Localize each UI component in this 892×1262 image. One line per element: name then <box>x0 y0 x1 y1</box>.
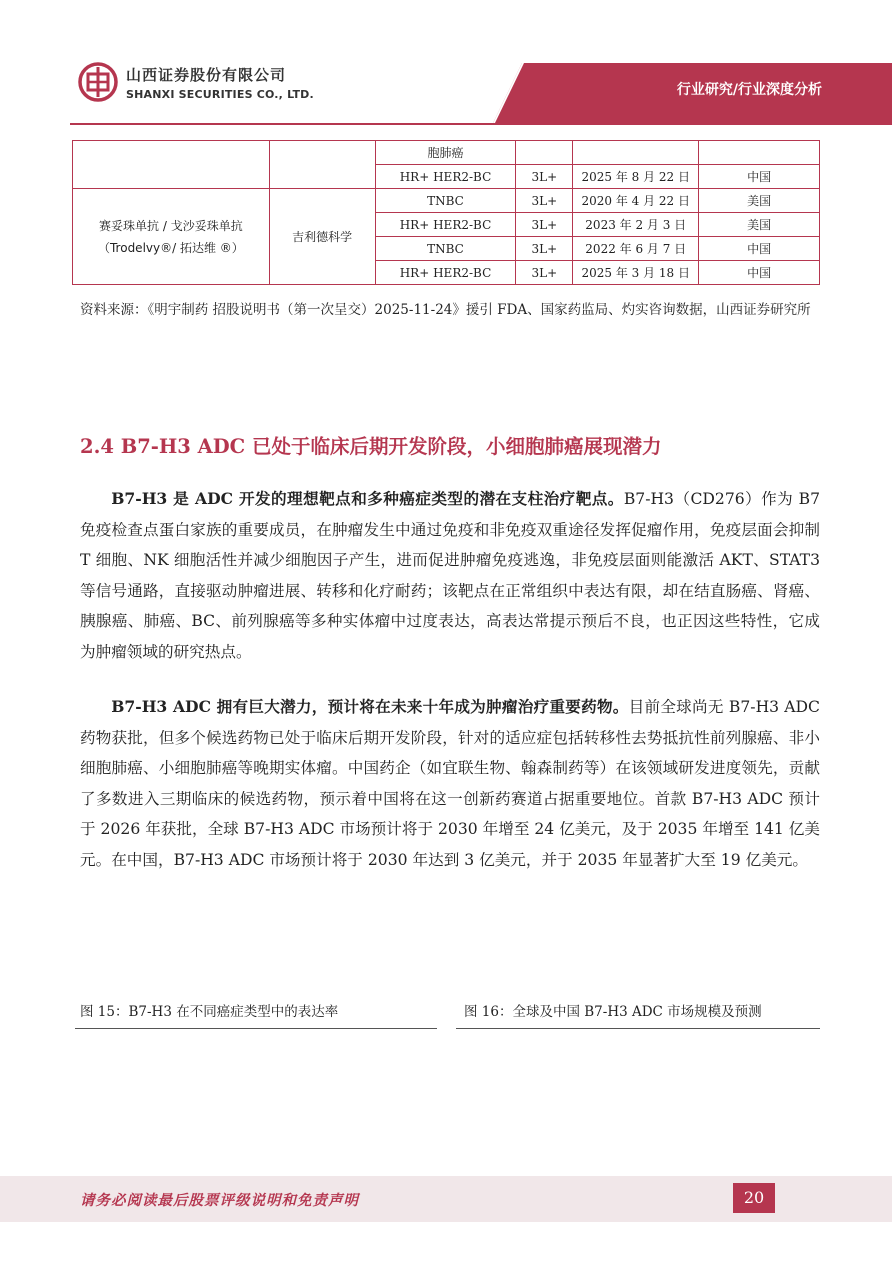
page-number: 20 <box>733 1183 775 1213</box>
report-category: 行业研究/行业深度分析 <box>676 82 822 98</box>
table-cell-date: 2025 年 8 月 22 日 <box>573 165 699 189</box>
table-cell-indication: HR+ HER2-BC <box>375 261 516 285</box>
table-cell-line: 3L+ <box>516 237 573 261</box>
table-cell-drug-name <box>73 189 270 285</box>
table-cell-region: 中国 <box>699 165 820 189</box>
table-cell-region <box>699 141 820 165</box>
page-footer <box>0 1176 892 1222</box>
paragraph-body: 目前全球尚无 B7-H3 ADC 药物获批，但多个候选药物已处于临床后期开发阶段，针对的适应症包括转移性去势抵抗性前列腺癌、非小细胞肺癌、小细胞肺癌等晚期实体瘤。中国药企（如宜联生物、翰森制药等）在该领域研发进度领先，贡献了多数进入三期临床的候选药物，预示着中国将在这一创新药赛道占据重要地位。首款 B7-H3 ADC 预计于 2026 年获批，全球 B7-H3 ADC 市场预计将于 2030 年增至 24 亿美元，及于 2035 年增至 141 亿美元。在中国，B7-H3 ADC 市场预计将于 2030 年达到 3 亿美元，并于 2035 年显著扩大至 19 亿美元。 <box>80 698 820 869</box>
drug-approval-table <box>72 140 820 285</box>
table-cell-indication: HR+ HER2-BC <box>375 213 516 237</box>
paragraph-body: B7-H3（CD276）作为 B7 免疫检查点蛋白家族的重要成员，在肿瘤发生中通过免疫和非免疫双重途径发挥促瘤作用，免疫层面会抑制 T 细胞、NK 细胞活性并减少细胞因子产生，进而促进肿瘤免疫逃逸，非免疫层面则能激活 AKT、STAT3 等信号通路，直接驱动肿瘤进展、转移和化疗耐药；该靶点在正常组织中表达有限，却在结直肠癌、肾癌、胰腺癌、肺癌、BC、前列腺癌等多种实体瘤中过度表达，高表达常提示预后不良，也正因这些特性，它成为肿瘤领域的研究热点。 <box>80 490 820 661</box>
table-cell-drug-empty <box>73 141 270 189</box>
table-cell-region: 美国 <box>699 213 820 237</box>
table-cell-date <box>573 141 699 165</box>
table-cell-indication: TNBC <box>375 189 516 213</box>
page-header <box>0 0 892 125</box>
table-cell-region: 中国 <box>699 237 820 261</box>
table-cell-company: 吉利德科学 <box>269 189 375 285</box>
table-source-note: 资料来源：《明宇制药 招股说明书（第一次呈交）2025-11-24》援引 FDA、国家药监局、灼实咨询数据，山西证券研究所 <box>80 302 811 318</box>
table-cell-date: 2023 年 2 月 3 日 <box>573 213 699 237</box>
table-cell-date: 2025 年 3 月 18 日 <box>573 261 699 285</box>
figure-15-caption: 图 15：B7-H3 在不同癌症类型中的表达率 <box>75 1000 437 1029</box>
drug-name-line2: （Trodelvy®/ 拓达维 ®） <box>97 240 244 255</box>
company-logo <box>78 62 314 102</box>
drug-name-line1: 赛妥珠单抗 / 戈沙妥珠单抗 <box>99 218 243 233</box>
table-cell-line: 3L+ <box>516 261 573 285</box>
table-row <box>73 189 820 213</box>
table-row <box>73 141 820 165</box>
table-cell-region: 中国 <box>699 261 820 285</box>
table-cell-region: 美国 <box>699 189 820 213</box>
paragraph-lead: B7-H3 ADC 拥有巨大潜力，预计将在未来十年成为肿瘤治疗重要药物。 <box>111 697 629 716</box>
table-cell-indication: TNBC <box>375 237 516 261</box>
table-cell-company-empty <box>269 141 375 189</box>
table-cell-line: 3L+ <box>516 189 573 213</box>
disclaimer-notice: 请务必阅读最后股票评级说明和免责声明 <box>80 1192 359 1209</box>
table-cell-line <box>516 141 573 165</box>
company-name-en: SHANXI SECURITIES CO., LTD. <box>126 87 314 101</box>
company-name-cn: 山西证券股份有限公司 <box>126 65 287 84</box>
table-cell-line: 3L+ <box>516 213 573 237</box>
table-cell-date: 2022 年 6 月 7 日 <box>573 237 699 261</box>
table-cell-date: 2020 年 4 月 22 日 <box>573 189 699 213</box>
table-cell-indication: 胞肺癌 <box>375 141 516 165</box>
section-title: 2.4 B7-H3 ADC 已处于临床后期开发阶段，小细胞肺癌展现潜力 <box>80 435 662 458</box>
table-cell-indication: HR+ HER2-BC <box>375 165 516 189</box>
paragraph-b7h3-target <box>80 484 820 667</box>
table-cell-line: 3L+ <box>516 165 573 189</box>
figure-16-caption: 图 16：全球及中国 B7-H3 ADC 市场规模及预测 <box>456 1000 820 1029</box>
paragraph-lead: B7-H3 是 ADC 开发的理想靶点和多种癌症类型的潜在支柱治疗靶点。 <box>111 489 624 508</box>
logo-seal-icon <box>78 62 118 102</box>
paragraph-b7h3-market <box>80 692 820 875</box>
